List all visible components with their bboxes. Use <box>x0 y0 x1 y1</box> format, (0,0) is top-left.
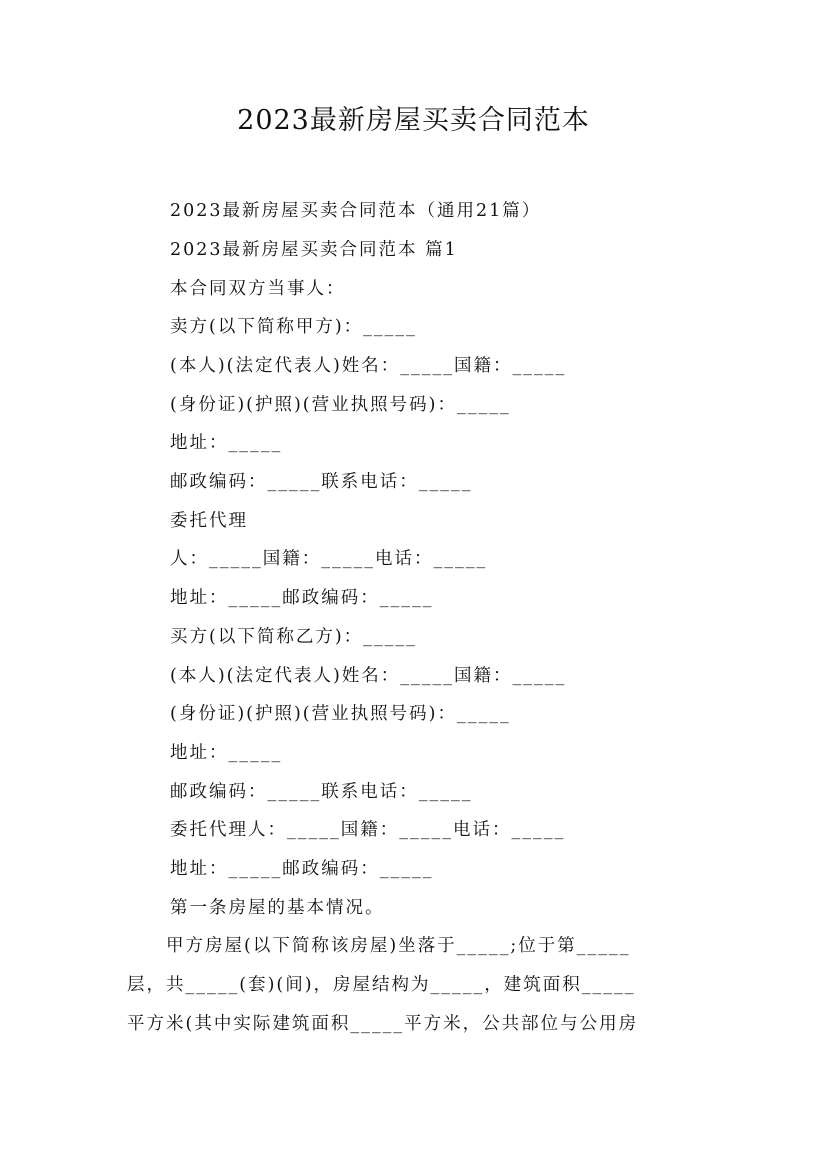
subtitle-line: 2023最新房屋买卖合同范本（通用21篇） <box>170 201 542 221</box>
article-heading: 第一条房屋的基本情况。 <box>170 898 385 918</box>
text-line: 人：_____国籍：_____电话：_____ <box>170 549 488 569</box>
text-line: 地址：_____ <box>170 433 283 453</box>
paragraph-line: 层，共_____(套)(间)，房屋结构为_____，建筑面积_____ <box>127 975 636 995</box>
section-heading: 2023最新房屋买卖合同范本 篇1 <box>170 240 458 260</box>
text-line: 卖方(以下简称甲方)：_____ <box>170 317 417 337</box>
text-line: 邮政编码：_____联系电话：_____ <box>170 472 473 492</box>
text-line: 地址：_____邮政编码：_____ <box>170 588 434 608</box>
text-line: 邮政编码：_____联系电话：_____ <box>170 782 473 802</box>
text-line: (本人)(法定代表人)姓名：_____国籍：_____ <box>170 666 567 686</box>
text-line: (身份证)(护照)(营业执照号码)：_____ <box>170 395 511 415</box>
text-line: 委托代理人：_____国籍：_____电话：_____ <box>170 820 566 840</box>
text-line: (身份证)(护照)(营业执照号码)：_____ <box>170 704 511 724</box>
paragraph-line: 平方米(其中实际建筑面积_____平方米，公共部位与公用房 <box>127 1014 639 1034</box>
text-line: 本合同双方当事人： <box>170 279 346 299</box>
text-line: 委托代理 <box>170 511 248 531</box>
document-title: 2023最新房屋买卖合同范本 <box>237 105 590 136</box>
text-line: 地址：_____邮政编码：_____ <box>170 859 434 879</box>
text-line: 买方(以下简称乙方)：_____ <box>170 627 417 647</box>
paragraph-line: 甲方房屋(以下简称该房屋)坐落于_____;位于第_____ <box>127 936 631 956</box>
text-line: (本人)(法定代表人)姓名：_____国籍：_____ <box>170 356 567 376</box>
text-line: 地址：_____ <box>170 743 283 763</box>
